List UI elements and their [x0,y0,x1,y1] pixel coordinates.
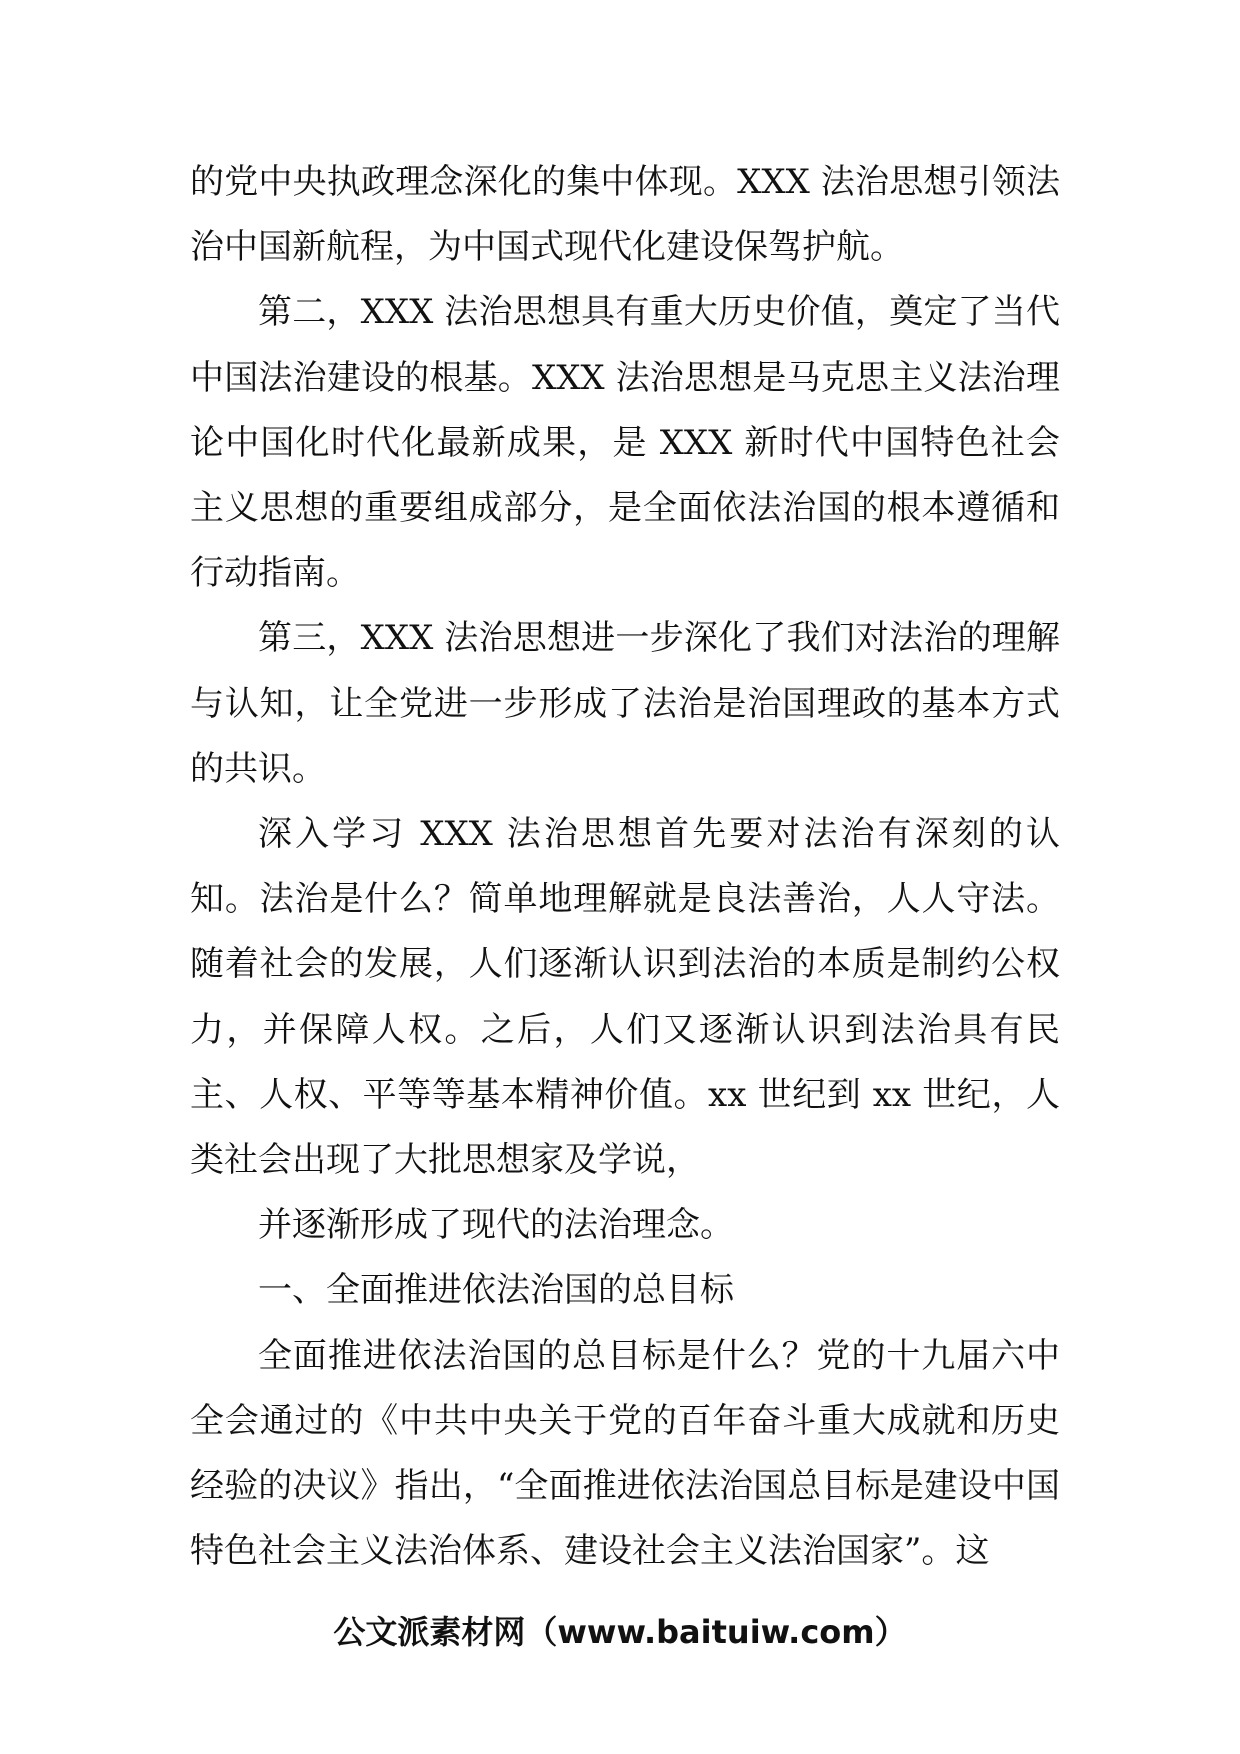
paragraph-2: 第二，XXX 法治思想具有重大历史价值，奠定了当代中国法治建设的根基。XXX 法治思想是马克思主义法治理论中国化时代化最新成果，是 XXX 新时代中国特色社会主义思想的重要组成部分，是全面依法治国的根本遵循和行动指南。 [190,292,1060,594]
paragraph-4: 深入学习 XXX 法治思想首先要对法治有深刻的认知。法治是什么？简单地理解就是良法善治，人人守法。随着社会的发展，人们逐渐认识到法治的本质是制约公权力，并保障人权。之后，人们又逐渐认识到法治具有民主、人权、平等等基本精神价值。xx 世纪到 xx 世纪，人类社会出现了大批思想家及学说， [190,814,1060,1181]
footer-watermark: 公文派素材网（www.baituiw.com） [333,1613,907,1651]
document-body [190,150,1060,1584]
paragraph-5: 并逐渐形成了现代的法治理念。 [258,1205,734,1246]
paragraph-3: 第三，XXX 法治思想进一步深化了我们对法治的理解与认知，让全党进一步形成了法治是治国理政的基本方式的共识。 [190,618,1060,789]
paragraph-6: 全面推进依法治国的总目标是什么？党的十九届六中全会通过的《中共中央关于党的百年奋斗重大成就和历史经验的决议》指出，“全面推进依法治国总目标是建设中国特色社会主义法治体系、建设社会主义法治国家”。这 [190,1335,1060,1572]
section-heading: 一、全面推进依法治国的总目标 [258,1270,734,1311]
paragraph-1: 的党中央执政理念深化的集中体现。XXX 法治思想引领法治中国新航程，为中国式现代化建设保驾护航。 [190,162,1060,268]
